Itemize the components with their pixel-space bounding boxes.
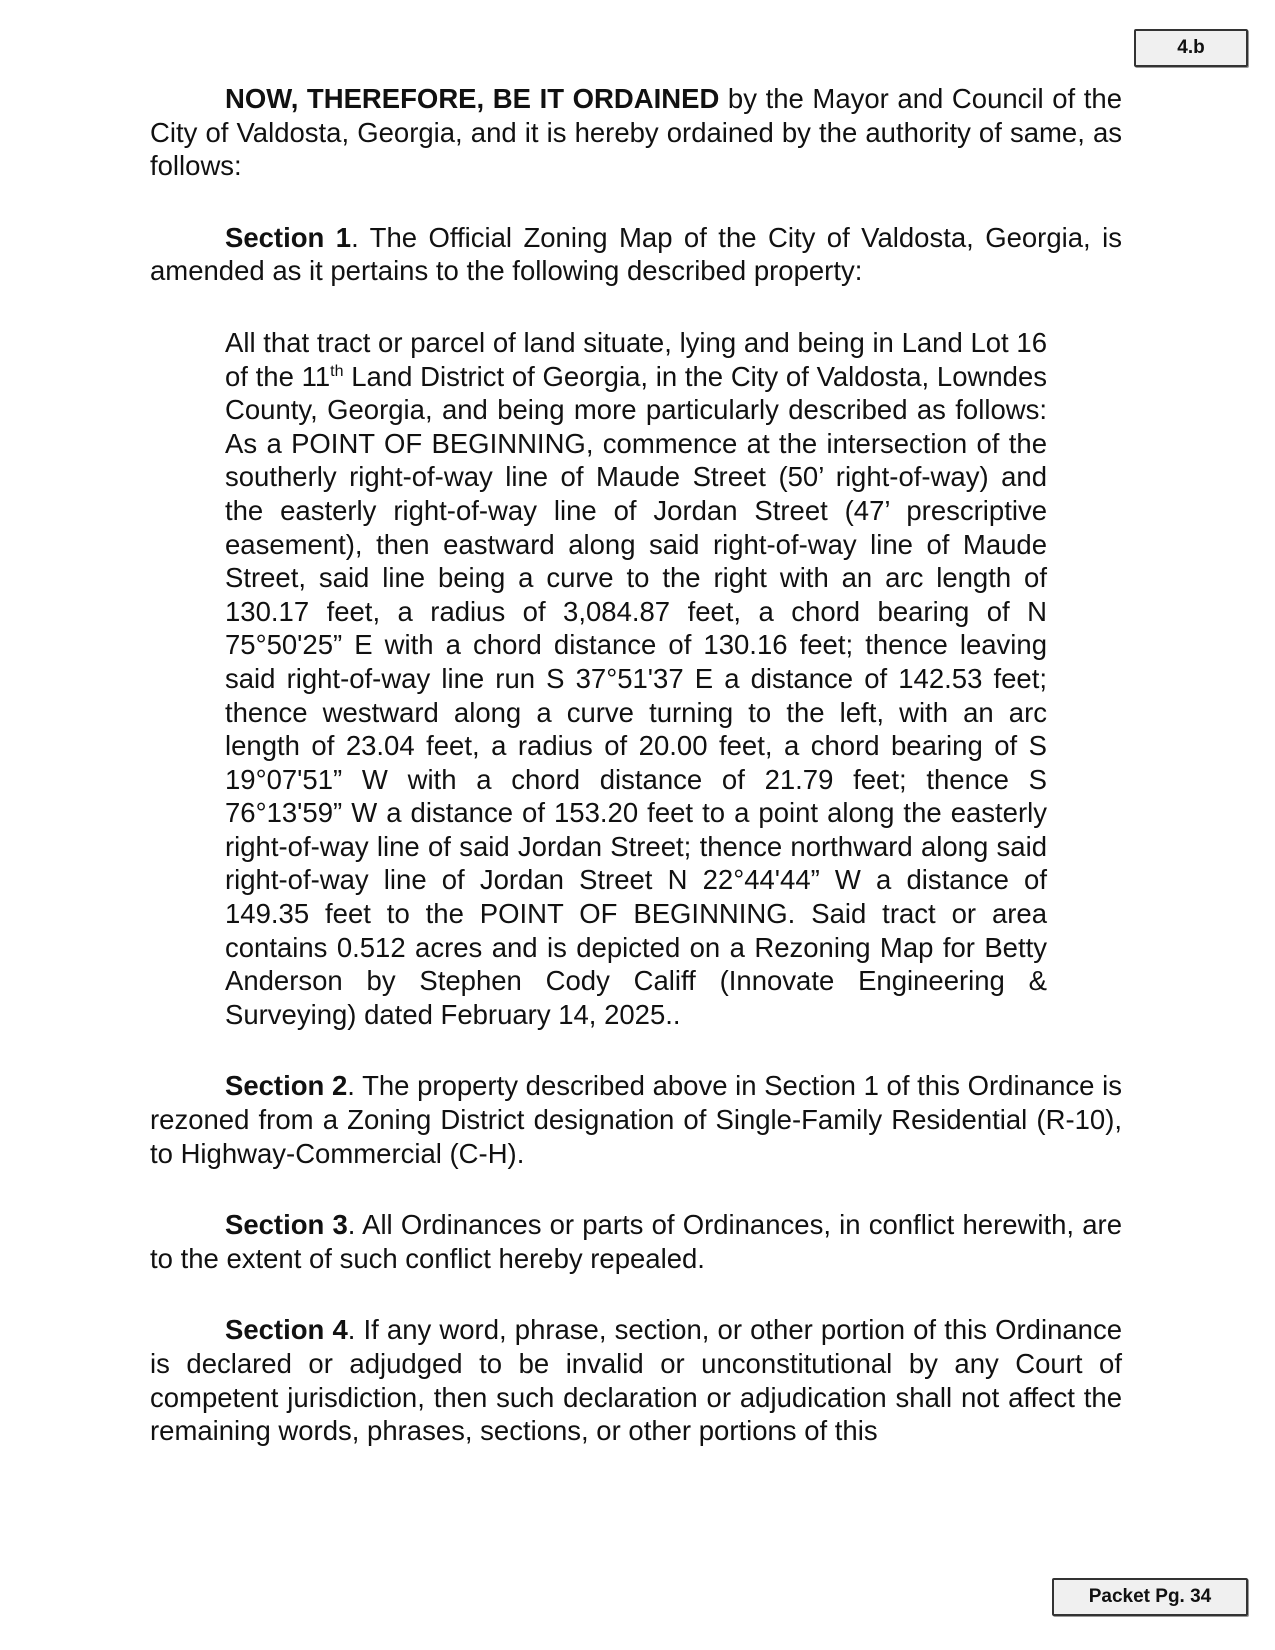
section-3	[150, 1208, 1122, 1275]
legal-description-part-2: Land District of Georgia, in the City of Valdosta, Lowndes County, Georgia, and being more particularly described as follows: As a POINT OF BEGINNING, commence at the intersection of the southerly right-of-way line of Maude Street (50’ right-of-way) and the easterly right-of-way line of Jordan Street (47’ prescriptive easement), then eastward along said right-of-way line of Maude Street, said line being a curve to the right with an arc length of 130.17 feet, a radius of 3,084.87 feet, a chord bearing of N 75°50'25” E with a chord distance of 130.16 feet; thence leaving said right-of-way line run S 37°51'37 E a distance of 142.53 feet; thence westward along a curve turning to the left, with an arc length of 23.04 feet, a radius of 20.00 feet, a chord bearing of S 19°07'51” W with a chord distance of 21.79 feet; thence S 76°13'59” W a distance of 153.20 feet to a point along the easterly right-of-way line of said Jordan Street; thence northward along said right-of-way line of Jordan Street N 22°44'44” W a distance of 149.35 feet to the POINT OF BEGINNING. Said tract or area contains 0.512 acres and is depicted on a Rezoning Map for Betty Anderson by Stephen Cody Califf (Innovate Engineering & Surveying) dated February 14, 2025..	[225, 360, 1047, 1030]
ordaining-clause-text: by the Mayor and Council of the City of Valdosta, Georgia, and it is hereby ordained by the authority of same, as follows:	[150, 83, 1123, 182]
legal-description-part-1: All that tract or parcel of land situate, lying and being in Land Lot 16 of the 11	[225, 326, 1047, 392]
section-2-heading: Section 2	[225, 1070, 348, 1102]
ordinal-suffix: th	[330, 362, 344, 380]
ordaining-clause	[150, 82, 1122, 183]
agenda-item-tag: 4.b	[1134, 29, 1248, 67]
section-2	[150, 1069, 1122, 1170]
ordaining-clause-lead: NOW, THEREFORE, BE IT ORDAINED	[225, 83, 720, 114]
section-1	[150, 221, 1122, 288]
section-4-text: . If any word, phrase, section, or other portion of this Ordinance is declared or adjudged to be invalid or unconstitutional by any Court of competent jurisdiction, then such declaration or adjudication shall not affect the remaining words, phrases, sections, or other portions of this	[150, 1314, 1122, 1447]
section-1-text: . The Official Zoning Map of the City of Valdosta, Georgia, is amended as it pertains to the following described property:	[150, 221, 1122, 287]
section-3-text: . All Ordinances or parts of Ordinances, in conflict herewith, are to the extent of such conflict hereby repealed.	[150, 1209, 1122, 1274]
section-4-heading: Section 4	[225, 1314, 348, 1346]
legal-description	[225, 326, 1047, 1031]
packet-page-tag: Packet Pg. 34	[1052, 1578, 1248, 1616]
section-1-heading: Section 1	[225, 221, 352, 253]
ordinance-body	[150, 82, 1122, 1486]
section-2-text: . The property described above in Section 1 of this Ordinance is rezoned from a Zoning District designation of Single-Family Residential (R-10), to Highway-Commercial (C-H).	[150, 1070, 1122, 1169]
section-3-heading: Section 3	[225, 1209, 348, 1241]
section-4	[150, 1313, 1122, 1447]
